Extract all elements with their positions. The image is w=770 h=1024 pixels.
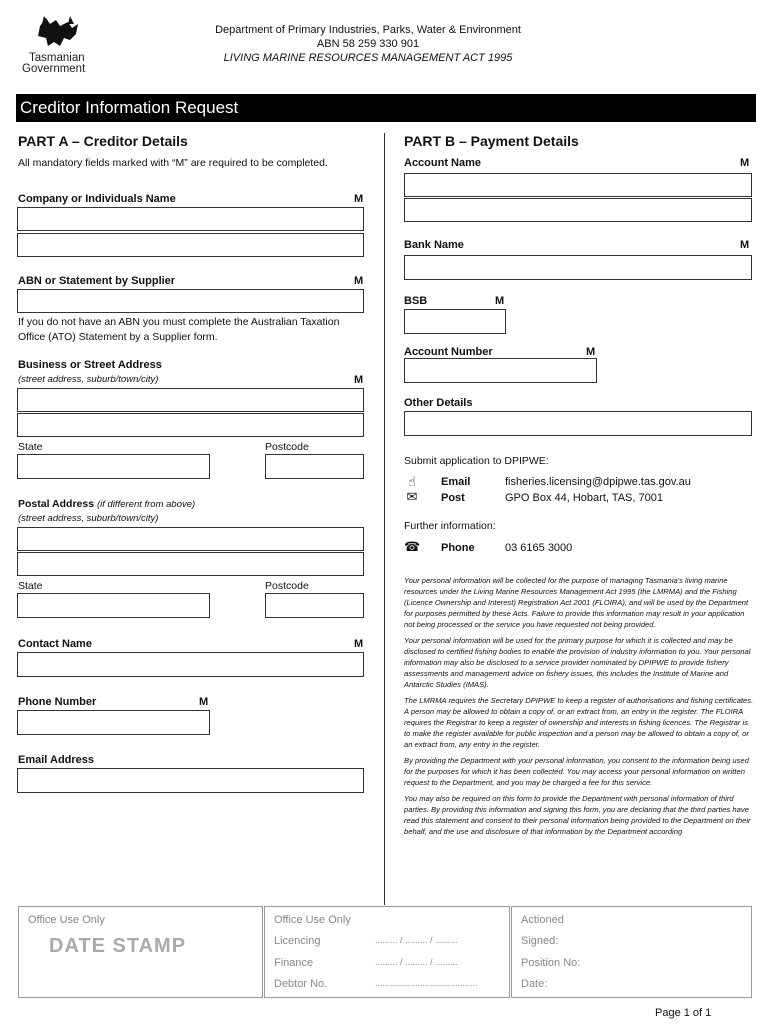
account-name-field-2[interactable] bbox=[404, 198, 752, 222]
abn-label: ABN or Statement by Supplier bbox=[18, 275, 176, 287]
bsb-label: BSB bbox=[404, 295, 428, 307]
state-label: State bbox=[18, 441, 43, 453]
email-address-label: Email Address bbox=[18, 754, 95, 766]
business-address-field-1[interactable] bbox=[17, 388, 364, 412]
email-link[interactable]: fisheries.licensing@dpipwe.tas.gov.au bbox=[505, 476, 691, 488]
date-label: Date: bbox=[521, 978, 548, 990]
department-abn: ABN 58 259 330 901 bbox=[316, 38, 420, 50]
mandatory-note: All mandatory fields marked with “M” are required to be completed. bbox=[18, 157, 328, 169]
postal-address-label bbox=[18, 497, 195, 512]
company-name-field-2[interactable] bbox=[17, 233, 364, 257]
business-address-sublabel: (street address, suburb/town/city) bbox=[18, 374, 159, 385]
licencing-label: Licencing bbox=[274, 935, 321, 947]
submit-instructions: Submit application to DPIPWE: bbox=[404, 455, 549, 467]
mandatory-mark: M bbox=[354, 275, 364, 287]
mandatory-mark: M bbox=[354, 374, 364, 386]
bank-name-label: Bank Name bbox=[404, 239, 464, 251]
telephone-icon: ☎ bbox=[404, 539, 421, 554]
privacy-paragraph: The LMRMA requires the Secretary DPIPWE to keep a register of authorisations and fishing certificates. A person may be allowed to obtain a copy of, or an extract from, an entry in the register. The FLOIRA requires the Registrar to keep a register of ownership and interests in fishing licences. The Registrar is to make the register available for public inspection and a person may be allowed to obtain a copy of, or an extract from, any entry in the register. bbox=[404, 696, 754, 749]
postal-address-sublabel: (street address, suburb/town/city) bbox=[18, 513, 159, 524]
other-details-field[interactable] bbox=[404, 411, 752, 436]
page-number: Page 1 of 1 bbox=[655, 1007, 712, 1019]
account-number-label: Account Number bbox=[404, 346, 493, 358]
privacy-paragraph: You may also be required on this form to provide the Department with personal information of third parties. By providing this information and signing this form, you are declaring that the third parties have read this statement and consent to their personal information being provided to the Department on their behalf, and the use and disclosure of that information by the Department according bbox=[404, 794, 751, 836]
postcode-label: Postcode bbox=[265, 580, 309, 592]
email-address-field[interactable] bbox=[17, 768, 364, 793]
postal-address-field-1[interactable] bbox=[17, 527, 364, 551]
postal-postcode-field[interactable] bbox=[265, 593, 364, 618]
postal-state-field[interactable] bbox=[17, 593, 210, 618]
mandatory-mark: M bbox=[740, 239, 750, 251]
post-address: GPO Box 44, Hobart, TAS, 7001 bbox=[505, 492, 663, 504]
postal-address-field-2[interactable] bbox=[17, 552, 364, 576]
signed-label: Signed: bbox=[521, 935, 559, 947]
postal-address-label-text: Postal Address bbox=[18, 498, 95, 510]
business-address-field-2[interactable] bbox=[17, 413, 364, 437]
office-use-processing-box bbox=[264, 906, 510, 998]
logo-line-tasmanian: Tasmanian bbox=[29, 52, 85, 64]
business-state-field[interactable] bbox=[17, 454, 210, 479]
mandatory-mark: M bbox=[354, 193, 364, 205]
privacy-paragraph: Your personal information will be used for the primary purpose for which it is collected and may be disclosed to certified fishing bodies to enable the provision of industry information to you. Your personal information may also be disclosed to a service provider nominated by DPIPWE to provide fishery assessments and management advice on fishery issues, this includes the Institute of Marine and Antarctic Studies (IMAS). bbox=[404, 636, 751, 689]
mandatory-mark: M bbox=[199, 696, 209, 708]
actioned-label: Actioned bbox=[521, 914, 564, 926]
column-divider bbox=[384, 133, 385, 905]
envelope-icon: ✉ bbox=[406, 489, 418, 504]
phone-key: Phone bbox=[441, 542, 475, 554]
phone-value: 03 6165 3000 bbox=[505, 542, 573, 554]
office-use-title: Office Use Only bbox=[28, 914, 105, 926]
other-details-label: Other Details bbox=[404, 397, 473, 409]
bsb-field[interactable] bbox=[404, 309, 506, 334]
mandatory-mark: M bbox=[354, 638, 364, 650]
mandatory-mark: M bbox=[495, 295, 505, 307]
privacy-paragraph: By providing the Department with your personal information, you consent to the information being used for the purposes for which it has been collected. You may access your personal information on written request to the Department, and you may be charged a fee for this service. bbox=[404, 756, 749, 787]
company-name-field-1[interactable] bbox=[17, 207, 364, 231]
company-name-label: Company or Individuals Name bbox=[18, 193, 176, 205]
post-key: Post bbox=[441, 492, 465, 504]
postcode-label: Postcode bbox=[265, 441, 309, 453]
business-postcode-field[interactable] bbox=[265, 454, 364, 479]
part-b-title: PART B – Payment Details bbox=[404, 133, 579, 149]
phone-number-field[interactable] bbox=[17, 710, 210, 735]
finance-date: ......... / ......... / ......... bbox=[375, 957, 458, 967]
department-name: Department of Primary Industries, Parks, Water & Environment bbox=[215, 24, 521, 36]
date-stamp-text: DATE STAMP bbox=[49, 935, 187, 957]
phone-number-label: Phone Number bbox=[18, 696, 97, 708]
abn-note: If you do not have an ABN you must complete the Australian Taxation Office (ATO) Statement by a Supplier form. bbox=[18, 316, 340, 343]
office-use-date-stamp-box bbox=[18, 906, 263, 998]
account-name-label: Account Name bbox=[404, 157, 482, 169]
state-label: State bbox=[18, 580, 43, 592]
privacy-statement bbox=[404, 575, 754, 842]
finance-label: Finance bbox=[274, 957, 314, 969]
position-number-label: Position No: bbox=[521, 957, 581, 969]
privacy-paragraph: Your personal information will be collected for the purpose of managing Tasmania's living marine resources under the Living Marine Resources Management Act 1995 (the LMRMA) and the Fishing (Licence Ownership and Interest) Registration Act 2001 (FLOIRA), and will be used by the Department for purposes permitted by these Acts. Failure to provide this information may result in your application not being processed or the service you have requested not being provided. bbox=[404, 576, 749, 629]
legislation-act: LIVING MARINE RESOURCES MANAGEMENT ACT 1995 bbox=[223, 52, 513, 64]
contact-name-field[interactable] bbox=[17, 652, 364, 677]
further-info-label: Further information: bbox=[404, 520, 496, 532]
debtor-number-dots: ......................................... bbox=[375, 978, 478, 988]
debtor-number-label: Debtor No. bbox=[274, 978, 328, 990]
contact-name-label: Contact Name bbox=[18, 638, 92, 650]
abn-field[interactable] bbox=[17, 289, 364, 313]
form-title-banner: Creditor Information Request bbox=[16, 94, 756, 122]
business-address-label: Business or Street Address bbox=[18, 359, 162, 371]
mandatory-mark: M bbox=[740, 157, 750, 169]
postal-address-label-note: (if different from above) bbox=[96, 499, 196, 510]
office-use-title: Office Use Only bbox=[274, 914, 351, 926]
email-key: Email bbox=[441, 476, 471, 488]
bank-name-field[interactable] bbox=[404, 255, 752, 280]
mandatory-mark: M bbox=[586, 346, 596, 358]
mouse-pointer-icon: ☝ bbox=[408, 474, 416, 489]
logo-line-government: Government bbox=[22, 63, 86, 75]
account-name-field-1[interactable] bbox=[404, 173, 752, 197]
part-a-title: PART A – Creditor Details bbox=[18, 133, 188, 149]
office-use-actioned-box bbox=[511, 906, 752, 998]
licencing-date: ......... / ......... / ......... bbox=[375, 935, 458, 945]
account-number-field[interactable] bbox=[404, 358, 597, 383]
tasmanian-devil-logo-icon bbox=[34, 14, 82, 52]
